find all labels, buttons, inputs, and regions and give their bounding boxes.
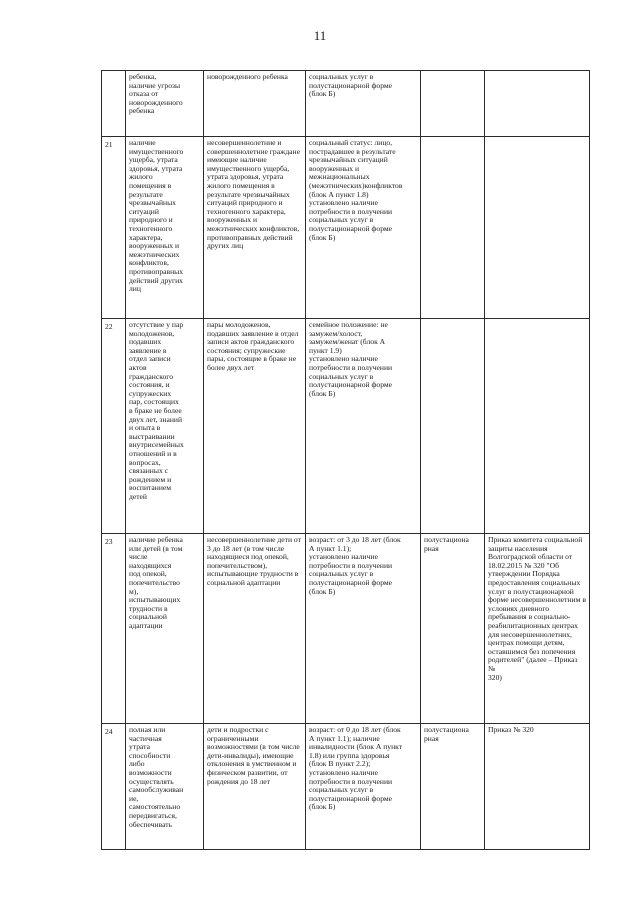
condition-cell: ребенка, наличие угрозы отказа от новорожденного ребенка (126, 71, 204, 137)
criteria-cell: возраст: от 3 до 18 лет (блок А пункт 1.1); установлено наличие потребности в получении социальных услуг в полустационарной форме (блок Б) (306, 534, 421, 724)
table-row (102, 534, 590, 724)
row-number (102, 71, 126, 137)
form-cell: полустациона рная (421, 534, 485, 724)
criteria-cell: социальный статус: лицо, пострадавшее в результате чрезвычайных ситуаций вооруженных и межнациональных (межэтнических)конфликтов (блок А пункт 1.8) установлено наличие потребности в получении социальных услуг в полустационарной форме (блок Б) (306, 137, 421, 319)
table-row (102, 319, 590, 534)
form-cell (421, 319, 485, 534)
category-cell: несовершеннолетние дети от 3 до 18 лет (в том числе находящиеся под опекой, попечительством), испытывающие трудности в социальной адаптации (204, 534, 306, 724)
row-number: 21 (102, 137, 126, 319)
document-cell (485, 137, 590, 319)
page-number: 11 (313, 28, 327, 43)
table-row (102, 137, 590, 319)
document-cell: Приказ № 320 (485, 724, 590, 850)
category-cell: пары молодоженов, подавших заявление в отдел записи актов гражданского состояния; супружеские пары, состоящие в браке не более двух лет (204, 319, 306, 534)
form-cell (421, 71, 485, 137)
criteria-cell: социальных услуг в полустационарной форме (блок Б) (306, 71, 421, 137)
condition-cell: наличие ребенка или детей (в том числе находящихся под опекой, попечительство м), испытывающих трудности в социальной адаптации (126, 534, 204, 724)
row-number: 22 (102, 319, 126, 534)
table-row (102, 71, 590, 137)
row-number: 24 (102, 724, 126, 850)
criteria-cell: семейное положение: не замужем/холост, замужем/женат (блок А пункт 1.9) установлено наличие потребности в получении социальных услуг в полустационарной форме (блок Б) (306, 319, 421, 534)
document-cell (485, 319, 590, 534)
services-table (101, 70, 590, 850)
form-cell: полустациона рная (421, 724, 485, 850)
condition-cell: полная или частичная утрата способности либо возможности осуществлять самообслуживан ие, самостоятельно передвигаться, обеспечивать (126, 724, 204, 850)
row-number: 23 (102, 534, 126, 724)
table-row (102, 724, 590, 850)
document-cell (485, 71, 590, 137)
condition-cell: отсутствие у пар молодоженов, подавших заявление в отдел записи актов гражданского состояния, и супружеских пар, состоящих в браке не более двух лет, знаний и опыта в выстраивании внутрисемейных отношений и в вопросах, связанных с рождением и воспитанием детей (126, 319, 204, 534)
condition-cell: наличие имущественного ущерба, утрата здоровья, утрата жилого помещения в результате чрезвычайных ситуаций природного и техногенного характера, вооруженных и межэтнических конфликтов, противоправных действий других лиц (126, 137, 204, 319)
category-cell: несовершеннолетние и совершеннолетние граждане имеющие наличие имущественного ущерба, утрата здоровья, утрата жилого помещения в результате чрезвычайных ситуаций природного и техногенного характера, вооруженных и межэтнических конфликтов, противоправных действий других лиц (204, 137, 306, 319)
category-cell: дети и подростки с ограниченными возможностями (в том числе дети-инвалиды), имеющие отклонения в умственном и физическом развитии, от рождения до 18 лет (204, 724, 306, 850)
criteria-cell: возраст: от 0 до 18 лет (блок А пункт 1.1); наличие инвалидности (блок А пункт 1.8) или группа здоровья (блок В пункт 2.2); установлено наличие потребности в получении социальных услуг в полустационарной форме (блок Б) (306, 724, 421, 850)
category-cell: новорожденного ребенка (204, 71, 306, 137)
form-cell (421, 137, 485, 319)
document-cell: Приказ комитета социальной защиты населения Волгоградской области от 18.02.2015 № 320 "Об утверждении Порядка предоставления социальных услуг в полустационарной форме несовершеннолетним в условиях дневного пребывания в социально- реабилитационных центрах для несовершеннолетних, центрах помощи детям, оставшимся без попечения родителей" (далее – Приказ № 320) (485, 534, 590, 724)
